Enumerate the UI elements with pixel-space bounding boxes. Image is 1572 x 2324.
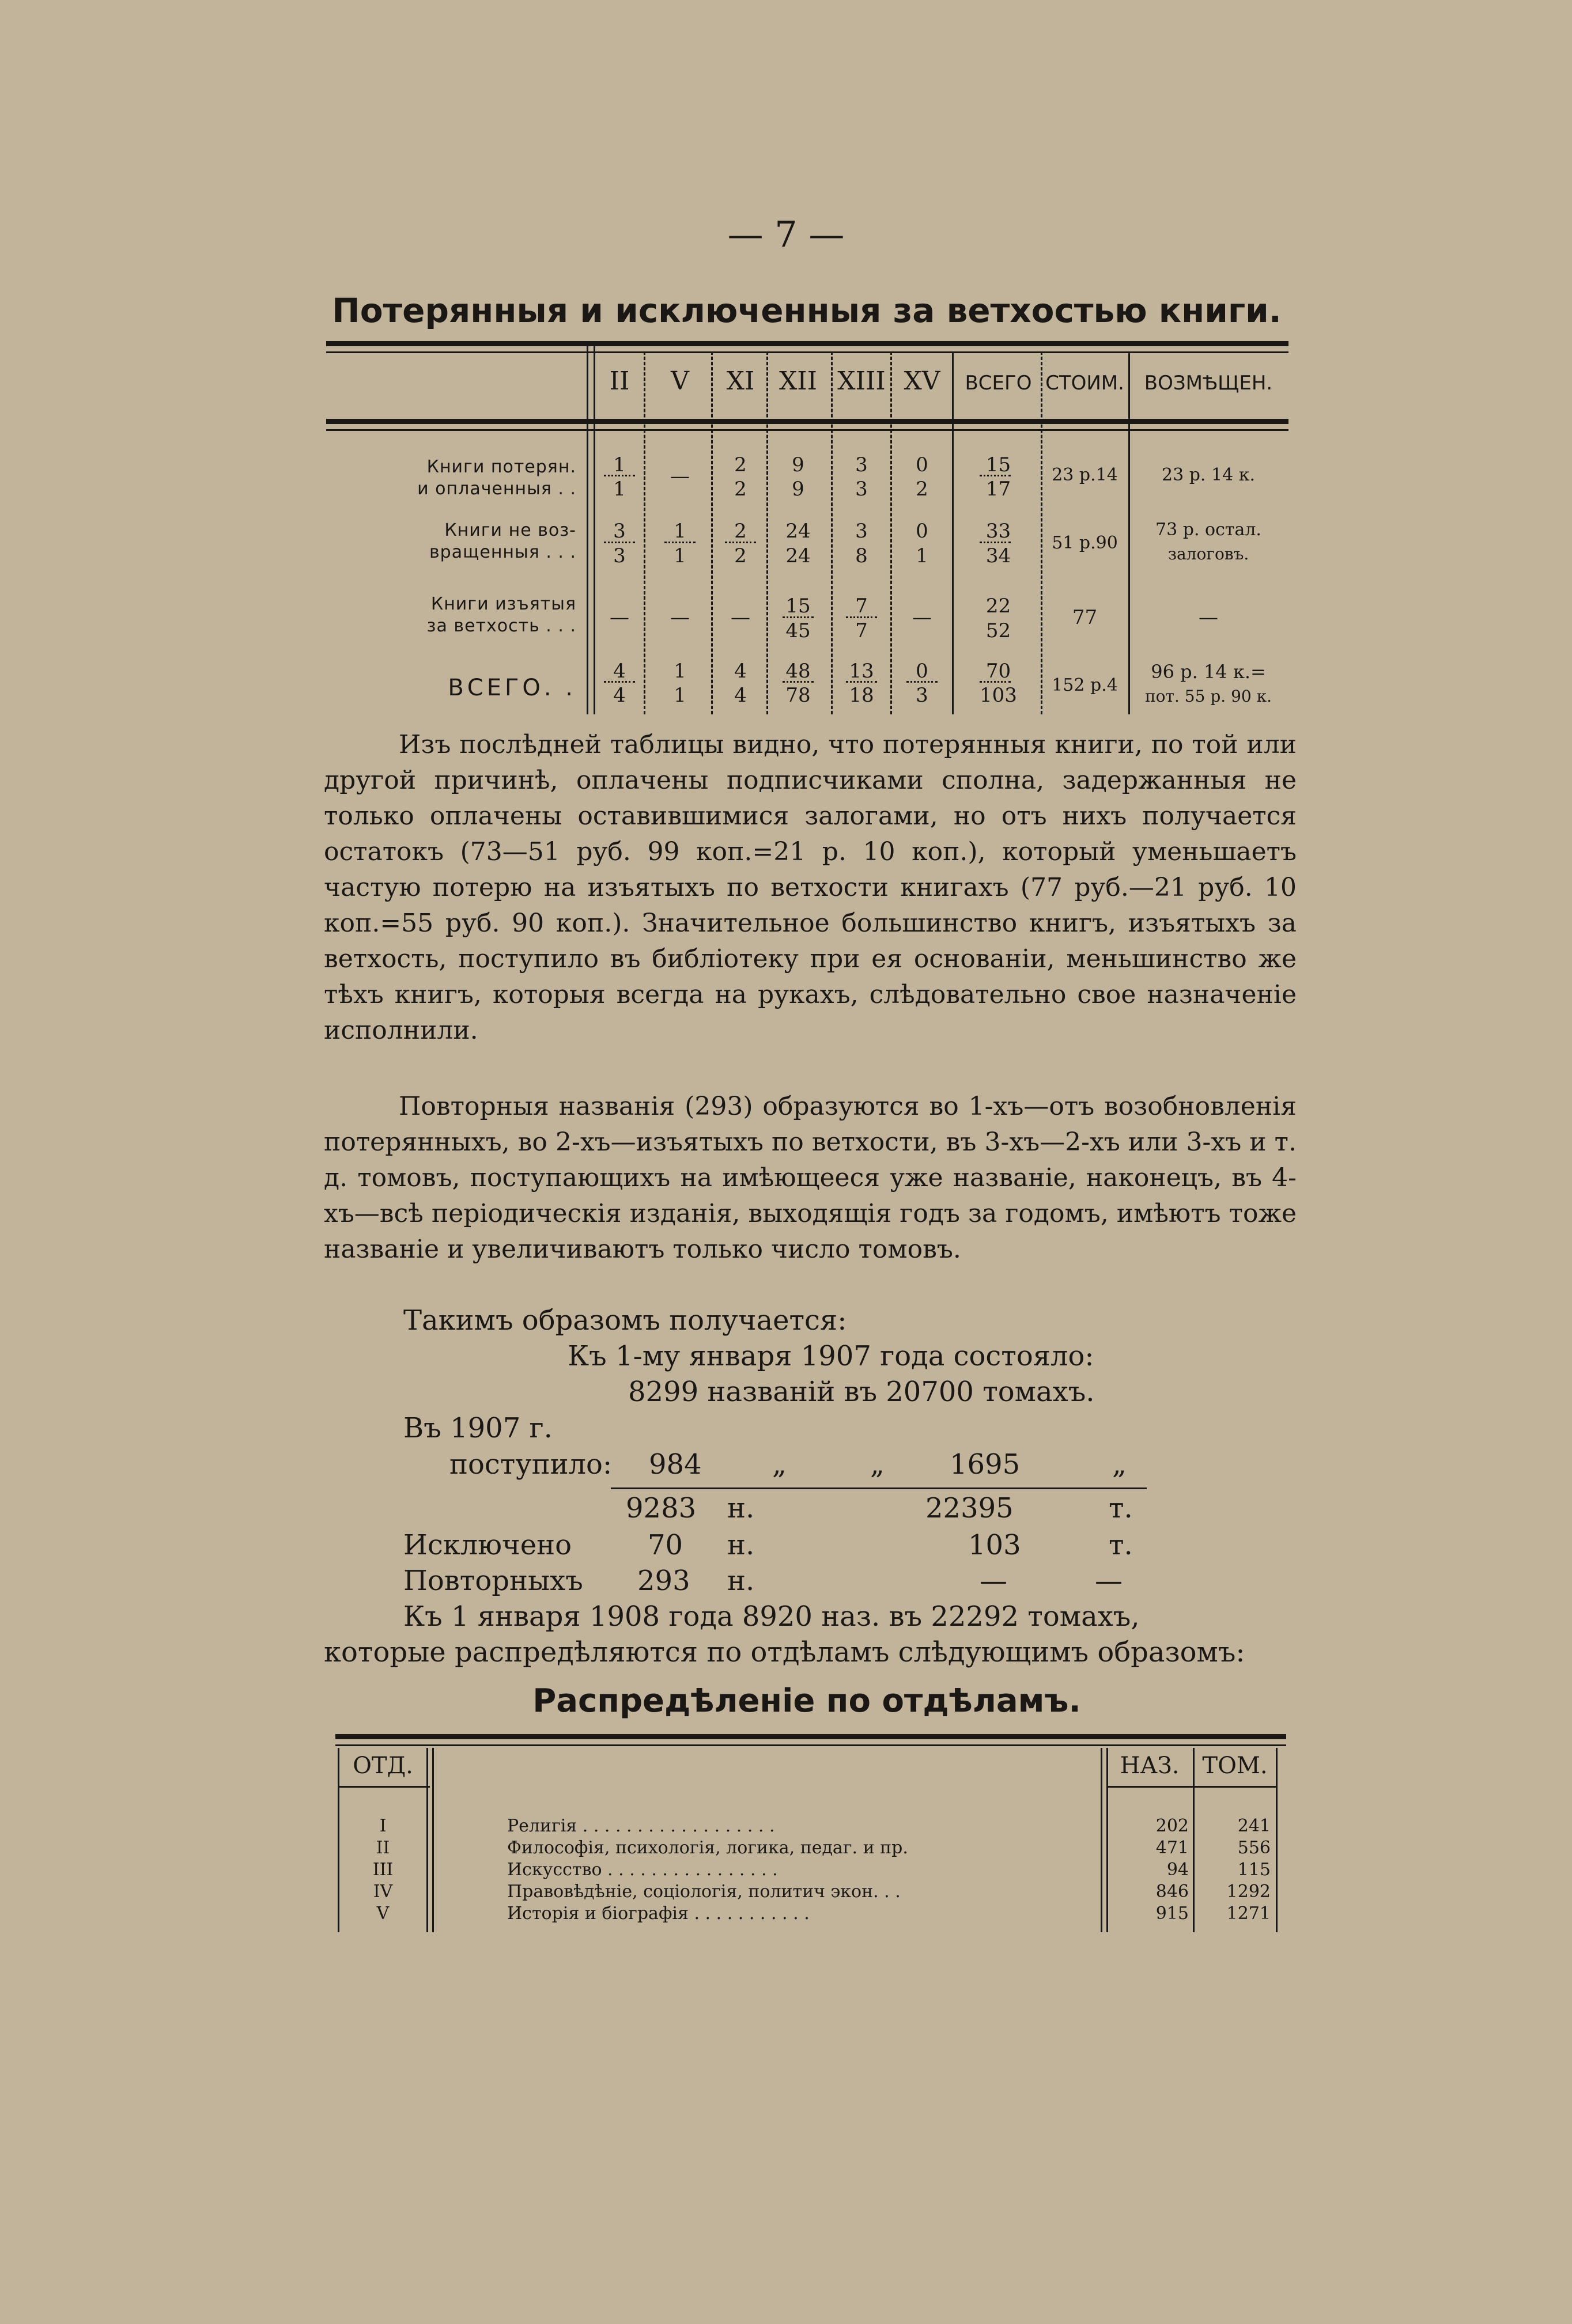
cell-bottom: 103 [980, 684, 1017, 707]
ditto-mark: „ [870, 1448, 885, 1481]
cell-bottom: 4 [734, 684, 747, 707]
table-vline [338, 1748, 339, 1932]
header-col-xi: XI [726, 366, 755, 396]
fraction-line [980, 542, 1011, 543]
cell-bottom: 1 [613, 478, 626, 501]
table-vline [1041, 351, 1042, 714]
dept-volumes: 1271 [1226, 1903, 1271, 1924]
cell-cost: 51 р.90 [1052, 533, 1118, 553]
header-col-total: ВСЕГО [965, 372, 1032, 395]
cell-cost: 23 р.14 [1052, 465, 1118, 485]
cell-compensation: залоговъ. [1167, 544, 1249, 563]
table-vline [766, 351, 768, 714]
dept-titles: 915 [1155, 1903, 1189, 1924]
cell-bottom: 78 [785, 684, 811, 707]
cell-top: 13 [849, 660, 874, 683]
cell-top: 22 [985, 595, 1011, 618]
fraction-line [604, 542, 635, 543]
cell-compensation: 73 р. остал. [1155, 520, 1261, 540]
cell-bottom: 52 [985, 619, 1011, 642]
distribution-title: Распредѣленіе по отдѣламъ. [532, 1682, 1081, 1720]
cell-top: 15 [785, 595, 811, 618]
summary-line: Въ 1907 г. [403, 1412, 553, 1444]
cell-top: 2 [734, 453, 747, 476]
row-label-line: Книги изъятыя [430, 594, 576, 614]
cell-bottom: 3 [613, 544, 626, 567]
ditto-mark: „ [1112, 1448, 1127, 1481]
cell-compensation: — [1199, 606, 1218, 629]
received-volumes: 1695 [950, 1448, 1021, 1481]
unit: н. [727, 1492, 755, 1524]
total-volumes: 22395 [925, 1492, 1014, 1524]
unit: т. [1109, 1492, 1133, 1524]
excluded-titles: 70 [648, 1529, 683, 1561]
lost-books-table-title: Потерянныя и исключенныя за ветхостью книги. [332, 291, 1282, 330]
cell-top: 9 [792, 453, 804, 476]
cell-top: 15 [985, 453, 1011, 476]
table-vline [1128, 351, 1130, 714]
repeat-titles: 293 [637, 1565, 690, 1597]
row-label-total: ВСЕГО. . [448, 675, 576, 701]
cell-bottom: 18 [849, 684, 874, 707]
fraction-line [846, 681, 877, 683]
cell-bottom: 8 [855, 544, 868, 567]
dept-volumes: 1292 [1226, 1882, 1271, 1902]
table-vline [587, 346, 588, 714]
cell-bottom: 9 [792, 478, 804, 501]
cell-bottom: 1 [674, 684, 686, 707]
row-label-line: вращенныя . . . [429, 542, 576, 562]
header-col-ii: II [609, 366, 630, 396]
cell-top: 70 [985, 660, 1011, 683]
fraction-line [980, 681, 1011, 683]
fraction-line [604, 475, 635, 476]
total-titles: 9283 [626, 1492, 697, 1524]
cell-top: — [912, 606, 932, 629]
dept-volumes: 241 [1237, 1816, 1271, 1836]
cell-cost: 77 [1072, 606, 1098, 629]
row-label-line: Книги не воз- [444, 520, 576, 540]
dept-volumes: 556 [1237, 1838, 1271, 1858]
paragraph-analysis: Изъ послѣдней таблицы видно, что потерянныя книги, по той или другой причинѣ, оплачены подписчиками сполна, задержанныя не только оплачены оставившимися залогами, но отъ нихъ получается остатокъ (73—51 руб. 99 коп.=21 р. 10 коп.), который уменьшаетъ частую потерю на изъятыхъ по ветхости книгахъ (77 руб.—21 руб. 10 коп.=55 руб. 90 коп.). Значительное большинство книгъ, изъятыхъ за ветхость, поступило въ библіотеку при ея основаніи, меньшинство же тѣхъ книгъ, которыя всегда на рукахъ, слѣдовательно свое назначеніе исполнили. [324, 730, 1297, 1045]
sum-rule [611, 1487, 1147, 1489]
table-vline [1101, 1748, 1102, 1932]
row-label-line: за ветхость . . . [426, 616, 576, 636]
unit: т. [1109, 1529, 1133, 1561]
table-vline [1193, 1748, 1195, 1932]
header-rule [1106, 1786, 1278, 1788]
cell-top: 33 [985, 520, 1011, 543]
table-vline [594, 346, 595, 714]
header-col-cost: СТОИМ. [1045, 372, 1124, 395]
cell-top: 24 [785, 520, 811, 543]
repeat-label: Повторныхъ [403, 1565, 583, 1597]
row-label [334, 456, 576, 500]
final-line: Къ 1 января 1908 года 8920 наз. въ 22292 томахъ, [403, 1600, 1140, 1633]
cell-bottom: 2 [734, 544, 747, 567]
table-vline [952, 351, 954, 714]
dept-num: I [379, 1816, 387, 1836]
dept-titles: 202 [1155, 1816, 1189, 1836]
cell-top: 2 [734, 520, 747, 543]
dept-num: III [372, 1860, 394, 1880]
final-line: которые распредѣляются по отдѣламъ слѣдующимъ образомъ: [324, 1636, 1245, 1668]
table-vline [644, 351, 645, 714]
header-rule [338, 1786, 430, 1788]
table-vline [426, 1748, 428, 1932]
cell-top: 4 [613, 660, 626, 683]
dept-name: Искусство . . . . . . . . . . . . . . . . [507, 1860, 778, 1880]
cell-top: 1 [613, 453, 626, 476]
dash: — [1095, 1565, 1123, 1597]
dept-titles: 94 [1166, 1860, 1189, 1880]
header-titles: НАЗ. [1120, 1753, 1180, 1779]
row-label-line: и оплаченныя . . [417, 479, 576, 499]
fraction-line [906, 681, 938, 683]
header-col-compensation: ВОЗМѢЩЕН. [1144, 372, 1273, 395]
cell-top: 0 [916, 520, 928, 543]
dept-name: Философія, психологія, логика, педаг. и пр. [507, 1838, 908, 1858]
dept-name: Религія . . . . . . . . . . . . . . . . . . [507, 1816, 775, 1836]
table-vline [890, 351, 892, 714]
cell-bottom: 4 [613, 684, 626, 707]
cell-top: — [670, 606, 690, 629]
cell-top: 1 [674, 660, 686, 683]
cell-bottom: 7 [855, 619, 868, 642]
cell-top: 7 [855, 595, 868, 618]
cell-bottom: 1 [674, 544, 686, 567]
excluded-volumes: 103 [968, 1529, 1021, 1561]
fraction-line [980, 475, 1011, 476]
cell-bottom: 24 [785, 544, 811, 567]
cell-top: — [731, 606, 750, 629]
cell-top: 48 [785, 660, 811, 683]
dept-name: Правовѣдѣніе, соціологія, политич экон. . . [507, 1882, 901, 1902]
row-label [334, 520, 576, 563]
received-label: поступило: [449, 1448, 613, 1481]
fraction-line [664, 542, 696, 543]
fraction-line [604, 681, 635, 683]
unit: н. [727, 1529, 755, 1561]
header-volumes: ТОМ. [1202, 1753, 1268, 1779]
fraction-line [846, 616, 877, 618]
page-number: — 7 — [727, 213, 845, 255]
fraction-line [725, 542, 756, 543]
cell-bottom: 34 [985, 544, 1011, 567]
row-label-line: Книги потерян. [426, 457, 576, 477]
dept-num: II [376, 1838, 390, 1858]
table-vline [432, 1748, 434, 1932]
header-dept: ОТД. [353, 1753, 413, 1779]
cell-top: — [610, 606, 629, 629]
table-vline [1106, 1748, 1108, 1932]
summary-line: 8299 названій въ 20700 томахъ. [628, 1376, 1095, 1408]
cell-bottom: 3 [916, 684, 928, 707]
header-col-xv: XV [904, 366, 940, 396]
cell-top: 0 [916, 453, 928, 476]
cell-top: — [670, 465, 690, 488]
table-top-rule-thin [335, 1744, 1286, 1746]
table-vline [1276, 1748, 1278, 1932]
cell-bottom: 45 [785, 619, 811, 642]
excluded-label: Исключено [403, 1529, 572, 1561]
cell-top: 3 [855, 520, 868, 543]
cell-top: 3 [613, 520, 626, 543]
dept-num: IV [373, 1882, 393, 1902]
cell-compensation: 23 р. 14 к. [1162, 465, 1255, 485]
cell-bottom: 17 [985, 478, 1011, 501]
cell-top: 1 [674, 520, 686, 543]
cell-bottom: 1 [916, 544, 928, 567]
cell-bottom: 3 [855, 478, 868, 501]
header-col-v: V [671, 366, 689, 396]
cell-bottom: 2 [734, 478, 747, 501]
dept-num: V [376, 1903, 390, 1924]
row-label [334, 593, 576, 637]
cell-top: 0 [916, 660, 928, 683]
summary-intro: Такимъ образомъ получается: [403, 1304, 847, 1337]
table-top-rule-thin [326, 351, 1288, 353]
table-vline [711, 351, 713, 714]
cell-top: 3 [855, 453, 868, 476]
dept-volumes: 115 [1237, 1860, 1271, 1880]
cell-compensation: 96 р. 14 к.= [1151, 661, 1266, 683]
table-header-rule-thin [326, 429, 1288, 431]
table-header-rule [326, 419, 1288, 424]
ditto-mark: „ [772, 1448, 787, 1481]
unit: н. [727, 1565, 755, 1597]
paragraph-repeats: Повторныя названія (293) образуются во 1-хъ—отъ возобновленія потерянныхъ, во 2-хъ—изъятыхъ по ветхости, въ 3-хъ—2-хъ или 3-хъ и т. д. томовъ, поступающихъ на имѣющееся уже названіе, наконецъ, въ 4-хъ—всѣ періодическія изданія, выходящія годъ за годомъ, имѣютъ тоже названіе и увеличиваютъ только число томовъ. [324, 1092, 1297, 1264]
table-top-rule [335, 1734, 1286, 1739]
fraction-line [783, 616, 814, 618]
cell-top: 4 [734, 660, 747, 683]
dept-name: Исторія и біографія . . . . . . . . . . . [507, 1903, 810, 1924]
dept-titles: 846 [1155, 1882, 1189, 1902]
cell-compensation: пот. 55 р. 90 к. [1145, 687, 1272, 706]
table-top-rule [326, 341, 1288, 346]
summary-line: Къ 1-му января 1907 года состояло: [568, 1340, 1094, 1372]
cell-bottom: 2 [916, 478, 928, 501]
dept-titles: 471 [1155, 1838, 1189, 1858]
fraction-line [783, 681, 814, 683]
header-col-xiii: XIII [837, 366, 886, 396]
cell-cost: 152 р.4 [1052, 675, 1118, 695]
header-col-xii: XII [779, 366, 818, 396]
dash: — [980, 1565, 1007, 1597]
received-titles: 984 [649, 1448, 702, 1481]
